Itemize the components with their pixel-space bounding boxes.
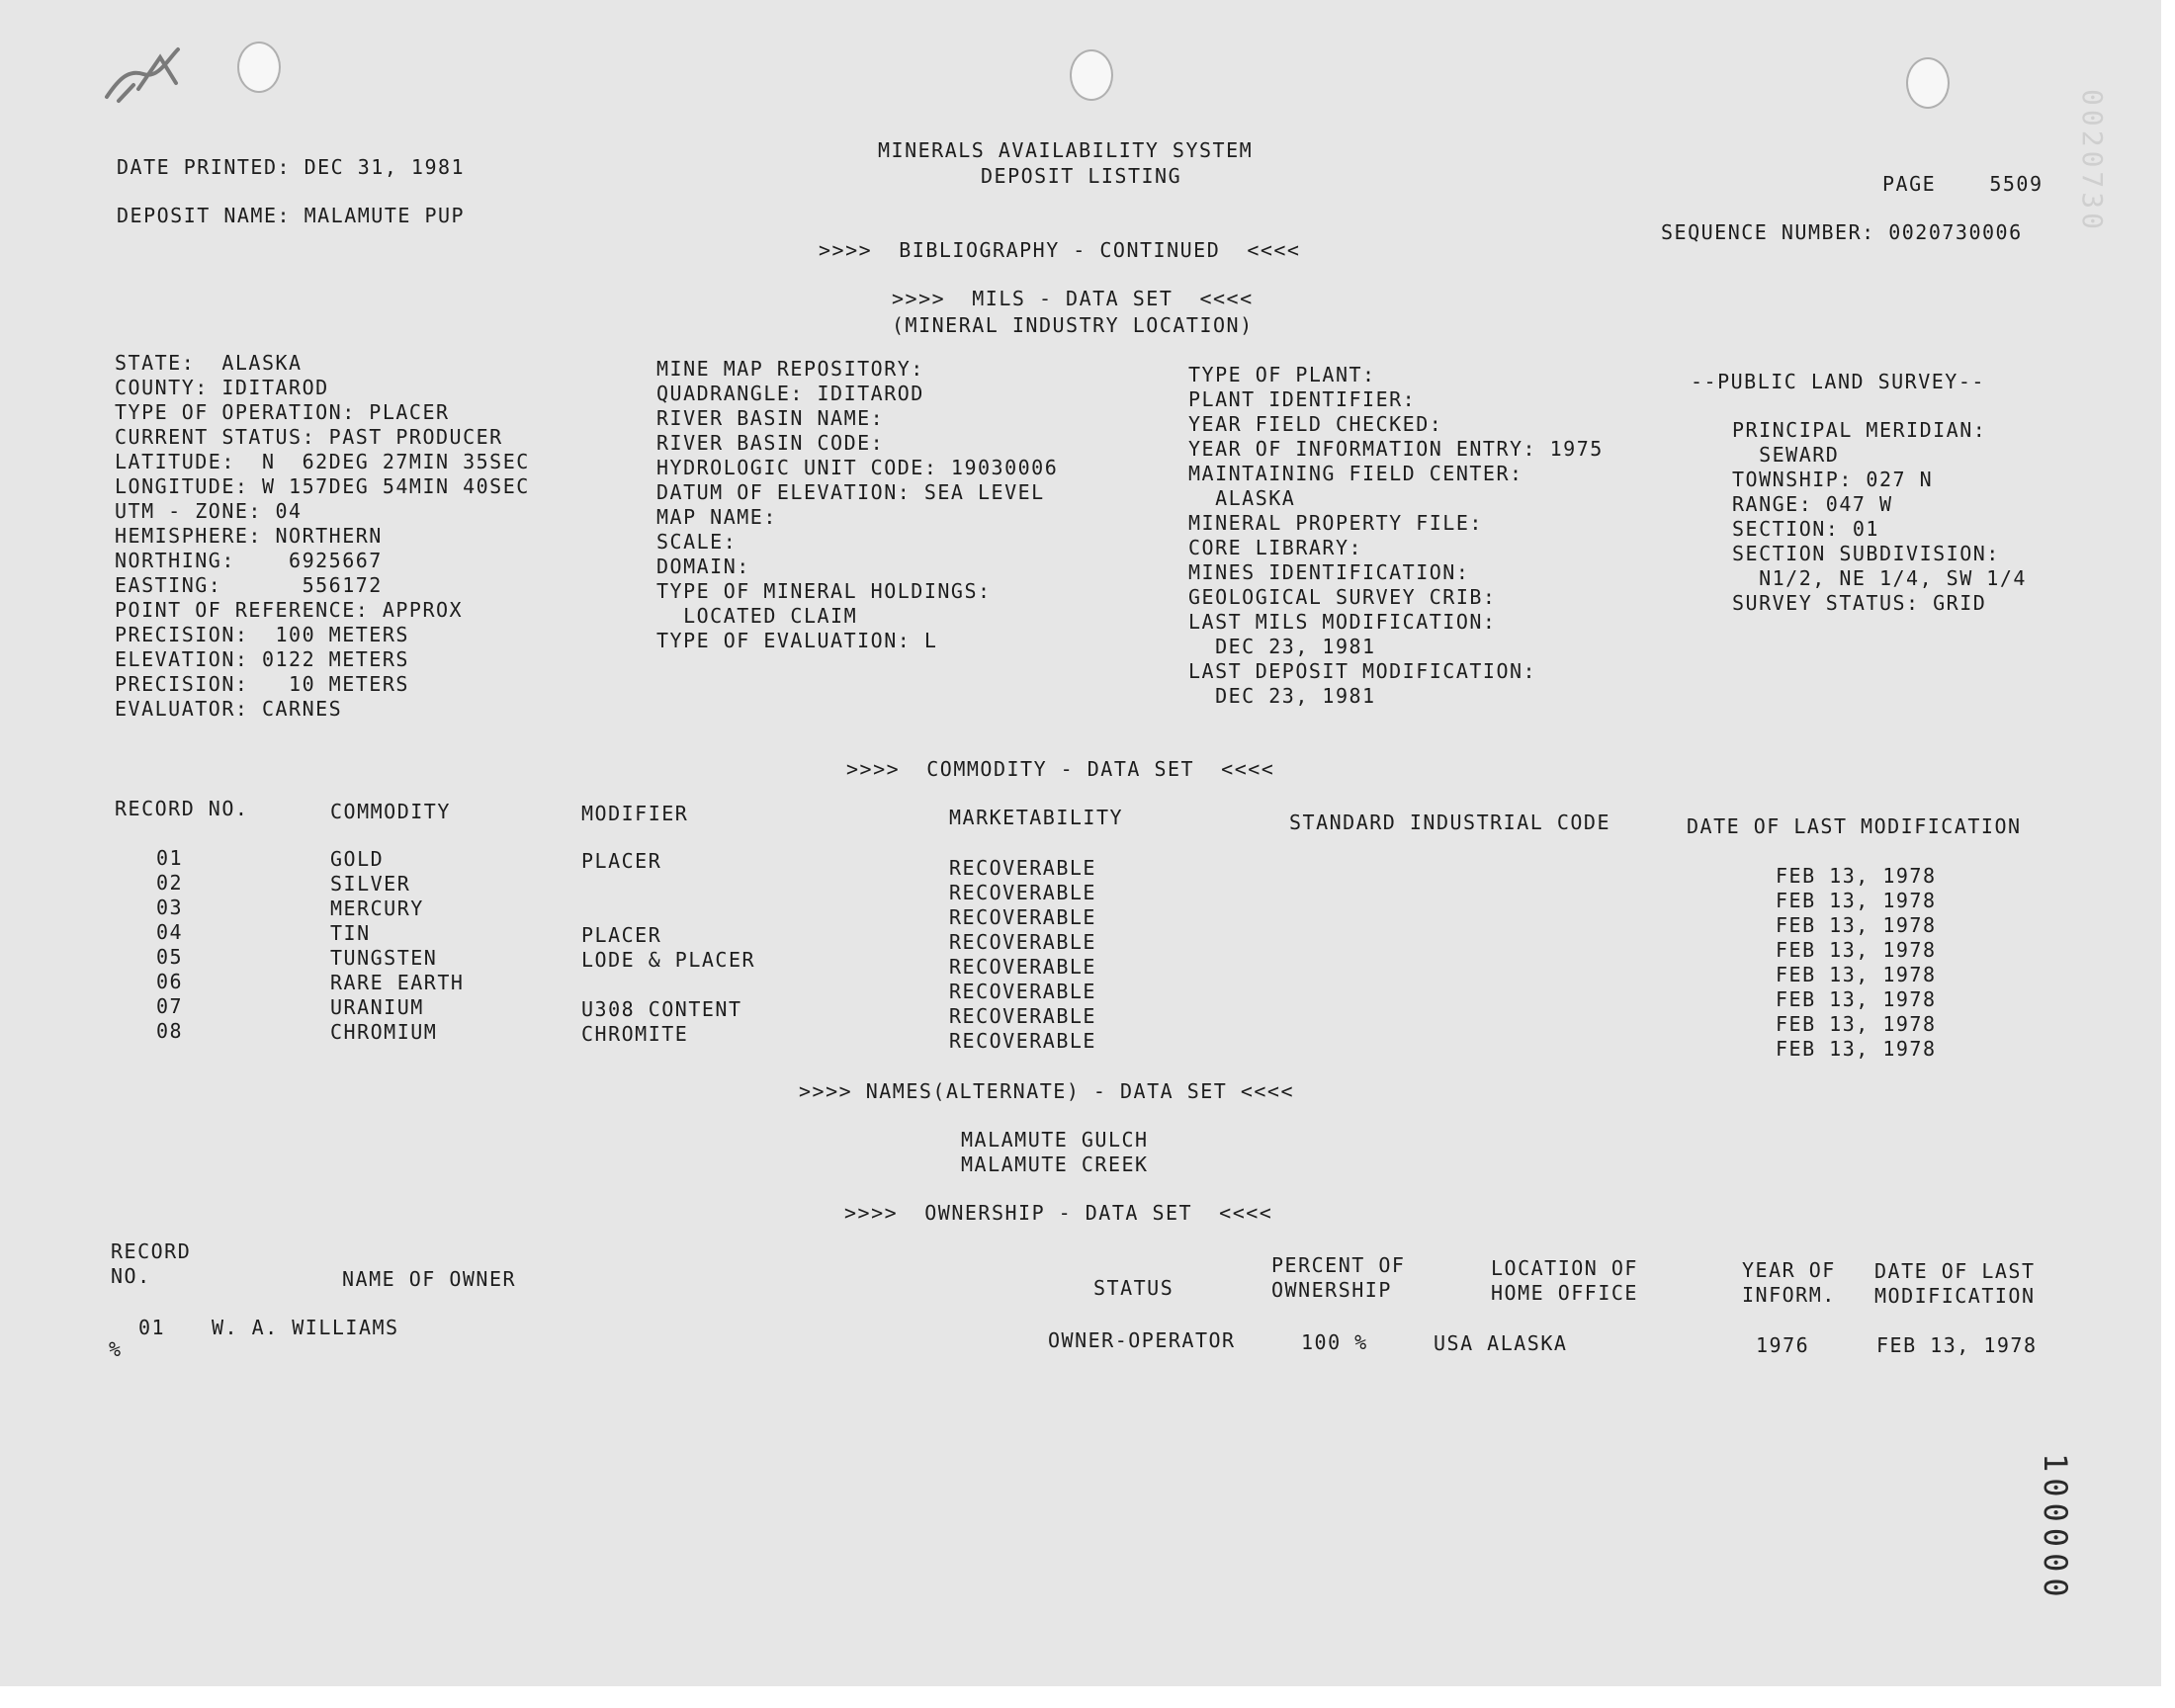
commodity-modifier-column	[581, 849, 755, 1047]
page-number: PAGE 5509	[1882, 172, 2044, 196]
field-line: HYDROLOGIC UNIT CODE: 19030006	[656, 456, 1059, 479]
field-line: MINERAL PROPERTY FILE:	[1188, 511, 1483, 535]
field-line: TYPE OF OPERATION: PLACER	[115, 400, 450, 424]
mils-subheading: (MINERAL INDUSTRY LOCATION)	[892, 313, 1254, 337]
punch-hole-left	[237, 42, 281, 93]
modification-date: FEB 13, 1978	[1776, 938, 1937, 962]
field-line: RIVER BASIN NAME:	[656, 406, 885, 430]
field-line: SECTION SUBDIVISION:	[1732, 542, 2000, 565]
owner-record-number: 01	[138, 1316, 166, 1339]
field-line: QUADRANGLE: IDITAROD	[656, 382, 924, 405]
ownership-heading: >>>> OWNERSHIP - DATA SET <<<<	[844, 1201, 1273, 1225]
record-number: 07	[156, 994, 184, 1018]
field-line: SECTION: 01	[1732, 517, 1879, 541]
marketability-value: RECOVERABLE	[949, 1004, 1096, 1028]
date-printed: DATE PRINTED: DEC 31, 1981	[117, 155, 466, 179]
marketability-value: RECOVERABLE	[949, 980, 1096, 1003]
field-line: MAP NAME:	[656, 505, 777, 529]
field-line: LATITUDE: N 62DEG 27MIN 35SEC	[115, 450, 530, 473]
modification-date: FEB 13, 1978	[1776, 1012, 1937, 1036]
commodity-header-marketability: MARKETABILITY	[949, 806, 1124, 829]
field-line: MAINTAINING FIELD CENTER:	[1188, 462, 1523, 485]
marketability-value: RECOVERABLE	[949, 856, 1096, 880]
commodity-modifier	[581, 898, 755, 923]
commodity-name-column	[330, 847, 464, 1045]
marketability-value: RECOVERABLE	[949, 905, 1096, 929]
field-line: YEAR FIELD CHECKED:	[1188, 412, 1443, 436]
field-line: DEC 23, 1981	[1188, 635, 1376, 658]
owner-percent: 100 %	[1301, 1330, 1368, 1354]
alternate-name: MALAMUTE CREEK	[961, 1153, 1149, 1176]
record-number: 02	[156, 871, 184, 895]
field-line: MINES IDENTIFICATION:	[1188, 560, 1470, 584]
land-survey-column	[1732, 418, 2027, 616]
ownership-header-record-2: NO.	[111, 1264, 151, 1288]
commodity-modifier	[581, 874, 755, 898]
field-line: ALASKA	[1188, 486, 1296, 510]
marketability-value: RECOVERABLE	[949, 881, 1096, 904]
field-line: EASTING: 556172	[115, 573, 383, 597]
field-line: PRECISION: 10 METERS	[115, 672, 409, 696]
commodity-name: GOLD	[330, 847, 385, 871]
commodity-name: URANIUM	[330, 995, 424, 1019]
field-line: YEAR OF INFORMATION ENTRY: 1975	[1188, 437, 1604, 461]
field-line: SEWARD	[1732, 443, 1840, 467]
modification-date: FEB 13, 1978	[1776, 987, 1937, 1011]
modification-date: FEB 13, 1978	[1776, 913, 1937, 937]
field-line: UTM - ZONE: 04	[115, 499, 303, 523]
commodity-header-record: RECORD NO.	[115, 797, 249, 820]
record-number: 03	[156, 896, 184, 919]
record-number: 04	[156, 920, 184, 944]
field-line: PRECISION: 100 METERS	[115, 623, 409, 646]
modification-date: FEB 13, 1978	[1776, 864, 1937, 888]
commodity-name: SILVER	[330, 872, 411, 896]
bibliography-heading: >>>> BIBLIOGRAPHY - CONTINUED <<<<	[819, 238, 1301, 262]
field-line: RIVER BASIN CODE:	[656, 431, 885, 455]
field-line: HEMISPHERE: NORTHERN	[115, 524, 383, 548]
field-line: COUNTY: IDITAROD	[115, 376, 329, 399]
commodity-name: TIN	[330, 921, 371, 945]
owner-status: OWNER-OPERATOR	[1048, 1328, 1236, 1352]
field-line: TYPE OF PLANT:	[1188, 363, 1376, 386]
modification-date: FEB 13, 1978	[1776, 963, 1937, 986]
commodity-header-sic: STANDARD INDUSTRIAL CODE	[1289, 811, 1610, 834]
deposit-name: DEPOSIT NAME: MALAMUTE PUP	[117, 204, 466, 227]
field-line: NORTHING: 6925667	[115, 549, 383, 572]
commodity-heading: >>>> COMMODITY - DATA SET <<<<	[846, 757, 1275, 781]
field-line: POINT OF REFERENCE: APPROX	[115, 598, 464, 622]
sequence-number: SEQUENCE NUMBER: 0020730006	[1661, 220, 2023, 244]
marketability-value: RECOVERABLE	[949, 955, 1096, 979]
alternate-name: MALAMUTE GULCH	[961, 1128, 1149, 1152]
location-column-3	[1188, 363, 1604, 709]
field-line: STATE: ALASKA	[115, 351, 303, 375]
commodity-marketability-column	[949, 856, 1096, 1054]
field-line: LONGITUDE: W 157DEG 54MIN 40SEC	[115, 474, 530, 498]
ownership-header-percent-2: OWNERSHIP	[1271, 1278, 1392, 1302]
commodity-name: TUNGSTEN	[330, 946, 438, 970]
commodity-modifier: LODE & PLACER	[581, 948, 756, 972]
commodity-name: RARE EARTH	[330, 971, 465, 994]
punch-hole-right	[1906, 57, 1950, 109]
faint-edge-text: 0020730	[2076, 89, 2109, 234]
ownership-header-year-1: YEAR OF	[1742, 1258, 1836, 1282]
field-line: MINE MAP REPOSITORY:	[656, 357, 924, 381]
marketability-value: RECOVERABLE	[949, 930, 1096, 954]
field-line: DOMAIN:	[656, 555, 750, 578]
punch-hole-center	[1070, 49, 1113, 101]
field-line: EVALUATOR: CARNES	[115, 697, 343, 721]
record-number: 05	[156, 945, 184, 969]
commodity-date-column	[1776, 864, 1937, 1062]
commodity-header-date: DATE OF LAST MODIFICATION	[1687, 814, 2022, 838]
owner-modification-date: FEB 13, 1978	[1876, 1333, 2038, 1357]
land-survey-title: --PUBLIC LAND SURVEY--	[1691, 370, 1985, 393]
frame-number: 100000	[2037, 1453, 2074, 1603]
handwritten-mark	[99, 40, 208, 109]
mils-heading: >>>> MILS - DATA SET <<<<	[892, 287, 1254, 310]
ownership-header-location-1: LOCATION OF	[1491, 1256, 1638, 1280]
ownership-header-date-1: DATE OF LAST	[1874, 1259, 2036, 1283]
field-line: N1/2, NE 1/4, SW 1/4	[1732, 566, 2027, 590]
field-line: ELEVATION: 0122 METERS	[115, 647, 409, 671]
ownership-header-status: STATUS	[1093, 1276, 1174, 1300]
field-line: SURVEY STATUS: GRID	[1732, 591, 1987, 615]
location-column-2	[656, 357, 1058, 653]
ownership-header-year-2: INFORM.	[1742, 1283, 1836, 1307]
commodity-modifier: PLACER	[581, 849, 662, 873]
location-column-1	[115, 351, 530, 722]
record-number: 01	[156, 846, 184, 870]
field-line: CURRENT STATUS: PAST PRODUCER	[115, 425, 503, 449]
commodity-record-column	[156, 846, 183, 1044]
commodity-modifier: U308 CONTENT	[581, 997, 742, 1021]
field-line: DATUM OF ELEVATION: SEA LEVEL	[656, 480, 1045, 504]
commodity-name: CHROMIUM	[330, 1020, 438, 1044]
field-line: SCALE:	[656, 530, 738, 554]
field-line: DEC 23, 1981	[1188, 684, 1376, 708]
field-line: TYPE OF EVALUATION: L	[656, 629, 938, 652]
field-line: LAST DEPOSIT MODIFICATION:	[1188, 659, 1537, 683]
field-line: GEOLOGICAL SURVEY CRIB:	[1188, 585, 1497, 609]
field-line: TOWNSHIP: 027 N	[1732, 468, 1934, 491]
ownership-header-name: NAME OF OWNER	[342, 1267, 517, 1291]
record-number: 06	[156, 970, 184, 993]
modification-date: FEB 13, 1978	[1776, 1037, 1937, 1061]
ownership-header-percent-1: PERCENT OF	[1271, 1253, 1406, 1277]
field-line: RANGE: 047 W	[1732, 492, 1893, 516]
field-line: TYPE OF MINERAL HOLDINGS:	[656, 579, 992, 603]
ownership-header-location-2: HOME OFFICE	[1491, 1281, 1638, 1305]
owner-location: USA ALASKA	[1434, 1331, 1568, 1355]
marketability-value: RECOVERABLE	[949, 1029, 1096, 1053]
owner-year: 1976	[1756, 1333, 1810, 1357]
record-number: 08	[156, 1019, 184, 1043]
field-line: PLANT IDENTIFIER:	[1188, 387, 1417, 411]
field-line: PRINCIPAL MERIDIAN:	[1732, 418, 1987, 442]
owner-name: W. A. WILLIAMS	[212, 1316, 399, 1339]
commodity-header-commodity: COMMODITY	[330, 800, 451, 823]
field-line: LOCATED CLAIM	[656, 604, 858, 628]
commodity-modifier: PLACER	[581, 923, 662, 947]
commodity-modifier	[581, 973, 755, 997]
field-line: LAST MILS MODIFICATION:	[1188, 610, 1497, 634]
listing-title: DEPOSIT LISTING	[981, 164, 1182, 188]
ownership-header-record-1: RECORD	[111, 1239, 192, 1263]
names-heading: >>>> NAMES(ALTERNATE) - DATA SET <<<<	[799, 1079, 1295, 1103]
field-line: CORE LIBRARY:	[1188, 536, 1363, 559]
system-title: MINERALS AVAILABILITY SYSTEM	[878, 138, 1254, 162]
ownership-header-date-2: MODIFICATION	[1874, 1284, 2036, 1308]
commodity-name: MERCURY	[330, 897, 424, 920]
modification-date: FEB 13, 1978	[1776, 889, 1937, 912]
commodity-modifier: CHROMITE	[581, 1022, 689, 1046]
owner-marker: %	[109, 1337, 123, 1361]
commodity-header-modifier: MODIFIER	[581, 802, 689, 825]
